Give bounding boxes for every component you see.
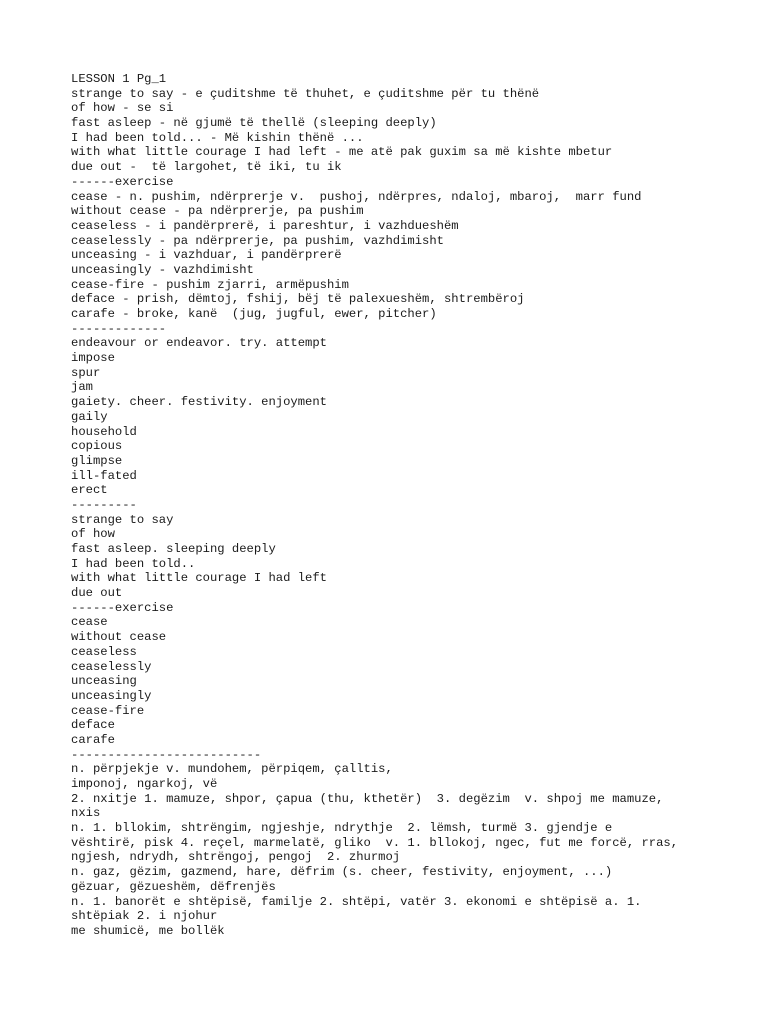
document-line: without cease	[71, 630, 167, 645]
document-line: imponoj, ngarkoj, vë	[71, 777, 218, 791]
document-line: n. gaz, gëzim, gazmend, hare, dëfrim (s. cheer, festivity, enjoyment, ...)	[71, 865, 613, 880]
document-line: nxis	[71, 806, 101, 821]
document-line: gaily	[71, 409, 108, 424]
document-line: ceaseless - i pandërprerë, i pareshtur, i vazhdueshëm	[71, 218, 459, 233]
document-line: ceaselessly	[71, 659, 152, 674]
document-line: strange to say	[71, 512, 174, 527]
document-line: ------exercise	[71, 174, 174, 189]
document-line: -------------	[71, 321, 167, 336]
document-line: with what little courage I had left	[71, 571, 327, 586]
document-line: erect	[71, 483, 108, 498]
document-line: ---------	[71, 497, 137, 512]
document-line: unceasingly	[71, 688, 152, 703]
document-line: LESSON 1 Pg_1	[71, 72, 167, 86]
document-line: 2. nxitje 1. mamuze, shpor, çapua (thu, kthetër) 3. degëzim v. shpoj me mamuze,	[71, 791, 664, 806]
document-text	[71, 72, 678, 939]
document-line: gaiety. cheer. festivity. enjoyment	[71, 395, 327, 410]
document-line: me shumicë, me bollëk	[71, 923, 225, 938]
document-line: carafe - broke, kanë (jug, jugful, ewer, pitcher)	[71, 307, 437, 321]
document-line: vështirë, pisk 4. reçel, marmelatë, gliko v. 1. bllokoj, ngec, fut me forcë, rras,	[71, 835, 679, 850]
document-line: due out	[71, 586, 123, 601]
document-line: unceasing	[71, 674, 137, 689]
document-line: copious	[71, 439, 123, 454]
document-line: I had been told..	[71, 556, 196, 571]
document-line: of how - se si	[71, 101, 174, 116]
document-line: unceasingly - vazhdimisht	[71, 262, 254, 277]
document-line: glimpse	[71, 453, 123, 468]
document-line: fast asleep. sleeping deeply	[71, 542, 276, 556]
document-line: deface	[71, 718, 115, 733]
document-line: impose	[71, 351, 115, 366]
document-line: spur	[71, 365, 101, 380]
document-line: shtëpiak 2. i njohur	[71, 909, 218, 924]
document-line: n. 1. banorët e shtëpisë, familje 2. shtëpi, vatër 3. ekonomi e shtëpisë a. 1.	[71, 894, 642, 909]
document-line: with what little courage I had left - me atë pak guxim sa më kishte mbetur	[71, 145, 613, 160]
document-line: deface - prish, dëmtoj, fshij, bëj të palexueshëm, shtrembëroj	[71, 292, 525, 307]
document-line: due out - të largohet, të iki, tu ik	[71, 160, 342, 175]
document-line: cease	[71, 615, 108, 630]
document-line: ceaselessly - pa ndërprerje, pa pushim, vazhdimisht	[71, 233, 444, 248]
document-line: ngjesh, ndrydh, shtrëngoj, pengoj 2. zhurmoj	[71, 850, 401, 865]
document-line: ------exercise	[71, 600, 174, 615]
document-line: without cease - pa ndërprerje, pa pushim	[71, 204, 364, 219]
document-line: of how	[71, 527, 115, 542]
document-line: I had been told... - Më kishin thënë ...	[71, 130, 364, 145]
document-line: n. përpjekje v. mundohem, përpiqem, çalltis,	[71, 762, 393, 777]
document-line: jam	[71, 380, 93, 395]
document-line: gëzuar, gëzueshëm, dëfrenjës	[71, 879, 276, 894]
document-line: ill-fated	[71, 468, 137, 483]
document-line: cease-fire	[71, 703, 145, 718]
document-line: n. 1. bllokim, shtrëngim, ngjeshje, ndrythje 2. lëmsh, turmë 3. gjendje e	[71, 821, 613, 836]
document-line: fast asleep - në gjumë të thellë (sleeping deeply)	[71, 116, 437, 131]
document-line: carafe	[71, 732, 115, 747]
document-line: cease - n. pushim, ndërprerje v. pushoj, ndërpres, ndaloj, mbaroj, marr fund	[71, 189, 642, 204]
document-line: endeavour or endeavor. try. attempt	[71, 336, 327, 351]
document-line: cease-fire - pushim zjarri, armëpushim	[71, 277, 349, 292]
document-line: strange to say - e çuditshme të thuhet, e çuditshme për tu thënë	[71, 86, 540, 101]
document-line: household	[71, 424, 137, 439]
document-line: --------------------------	[71, 747, 262, 762]
document-line: ceaseless	[71, 644, 137, 659]
document-line: unceasing - i vazhduar, i pandërprerë	[71, 248, 342, 263]
